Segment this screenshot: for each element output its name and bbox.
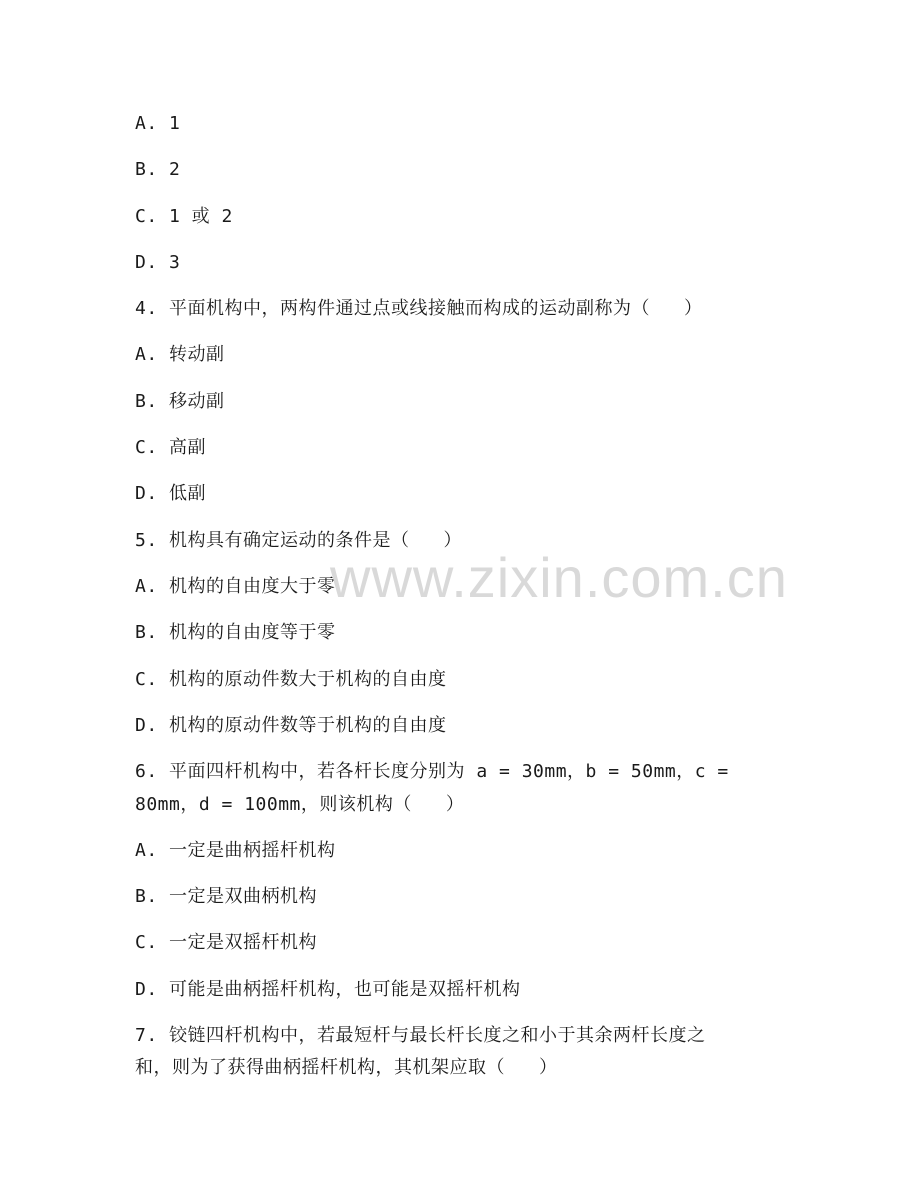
q4-stem: 4. 平面机构中，两构件通过点或线接触而构成的运动副称为（ ） bbox=[135, 298, 703, 319]
q5-option-a: A. 机构的自由度大于零 bbox=[135, 576, 336, 597]
q6-option-d: D. 可能是曲柄摇杆机构，也可能是双摇杆机构 bbox=[135, 979, 521, 1000]
q6-stem-line-2: 80mm，d = 100mm，则该机构（ ） bbox=[135, 794, 465, 815]
q5-option-b: B. 机构的自由度等于零 bbox=[135, 622, 336, 643]
q5-stem: 5. 机构具有确定运动的条件是（ ） bbox=[135, 530, 463, 551]
watermark: www.zixin.com.cn bbox=[330, 546, 788, 609]
q3-option-a: A. 1 bbox=[135, 113, 181, 134]
q7-stem-line-2: 和，则为了获得曲柄摇杆机构，其机架应取（ ） bbox=[135, 1057, 558, 1078]
q3-option-b: B. 2 bbox=[135, 159, 181, 180]
q5-option-c: C. 机构的原动件数大于机构的自由度 bbox=[135, 669, 447, 690]
q4-option-c: C. 高副 bbox=[135, 437, 207, 458]
q6-option-c: C. 一定是双摇杆机构 bbox=[135, 932, 318, 953]
q4-option-a: A. 转动副 bbox=[135, 344, 225, 365]
q4-option-b: B. 移动副 bbox=[135, 391, 225, 412]
q3-option-d: D. 3 bbox=[135, 252, 181, 273]
q6-stem-line-1: 6. 平面四杆机构中，若各杆长度分别为 a = 30mm，b = 50mm，c = bbox=[135, 761, 729, 782]
q7-stem-line-1: 7. 铰链四杆机构中，若最短杆与最长杆长度之和小于其余两杆长度之 bbox=[135, 1025, 706, 1046]
q6-option-b: B. 一定是双曲柄机构 bbox=[135, 886, 318, 907]
q6-option-a: A. 一定是曲柄摇杆机构 bbox=[135, 840, 336, 861]
q3-option-c: C. 1 或 2 bbox=[135, 206, 233, 227]
q5-option-d: D. 机构的原动件数等于机构的自由度 bbox=[135, 715, 447, 736]
q4-option-d: D. 低副 bbox=[135, 483, 207, 504]
